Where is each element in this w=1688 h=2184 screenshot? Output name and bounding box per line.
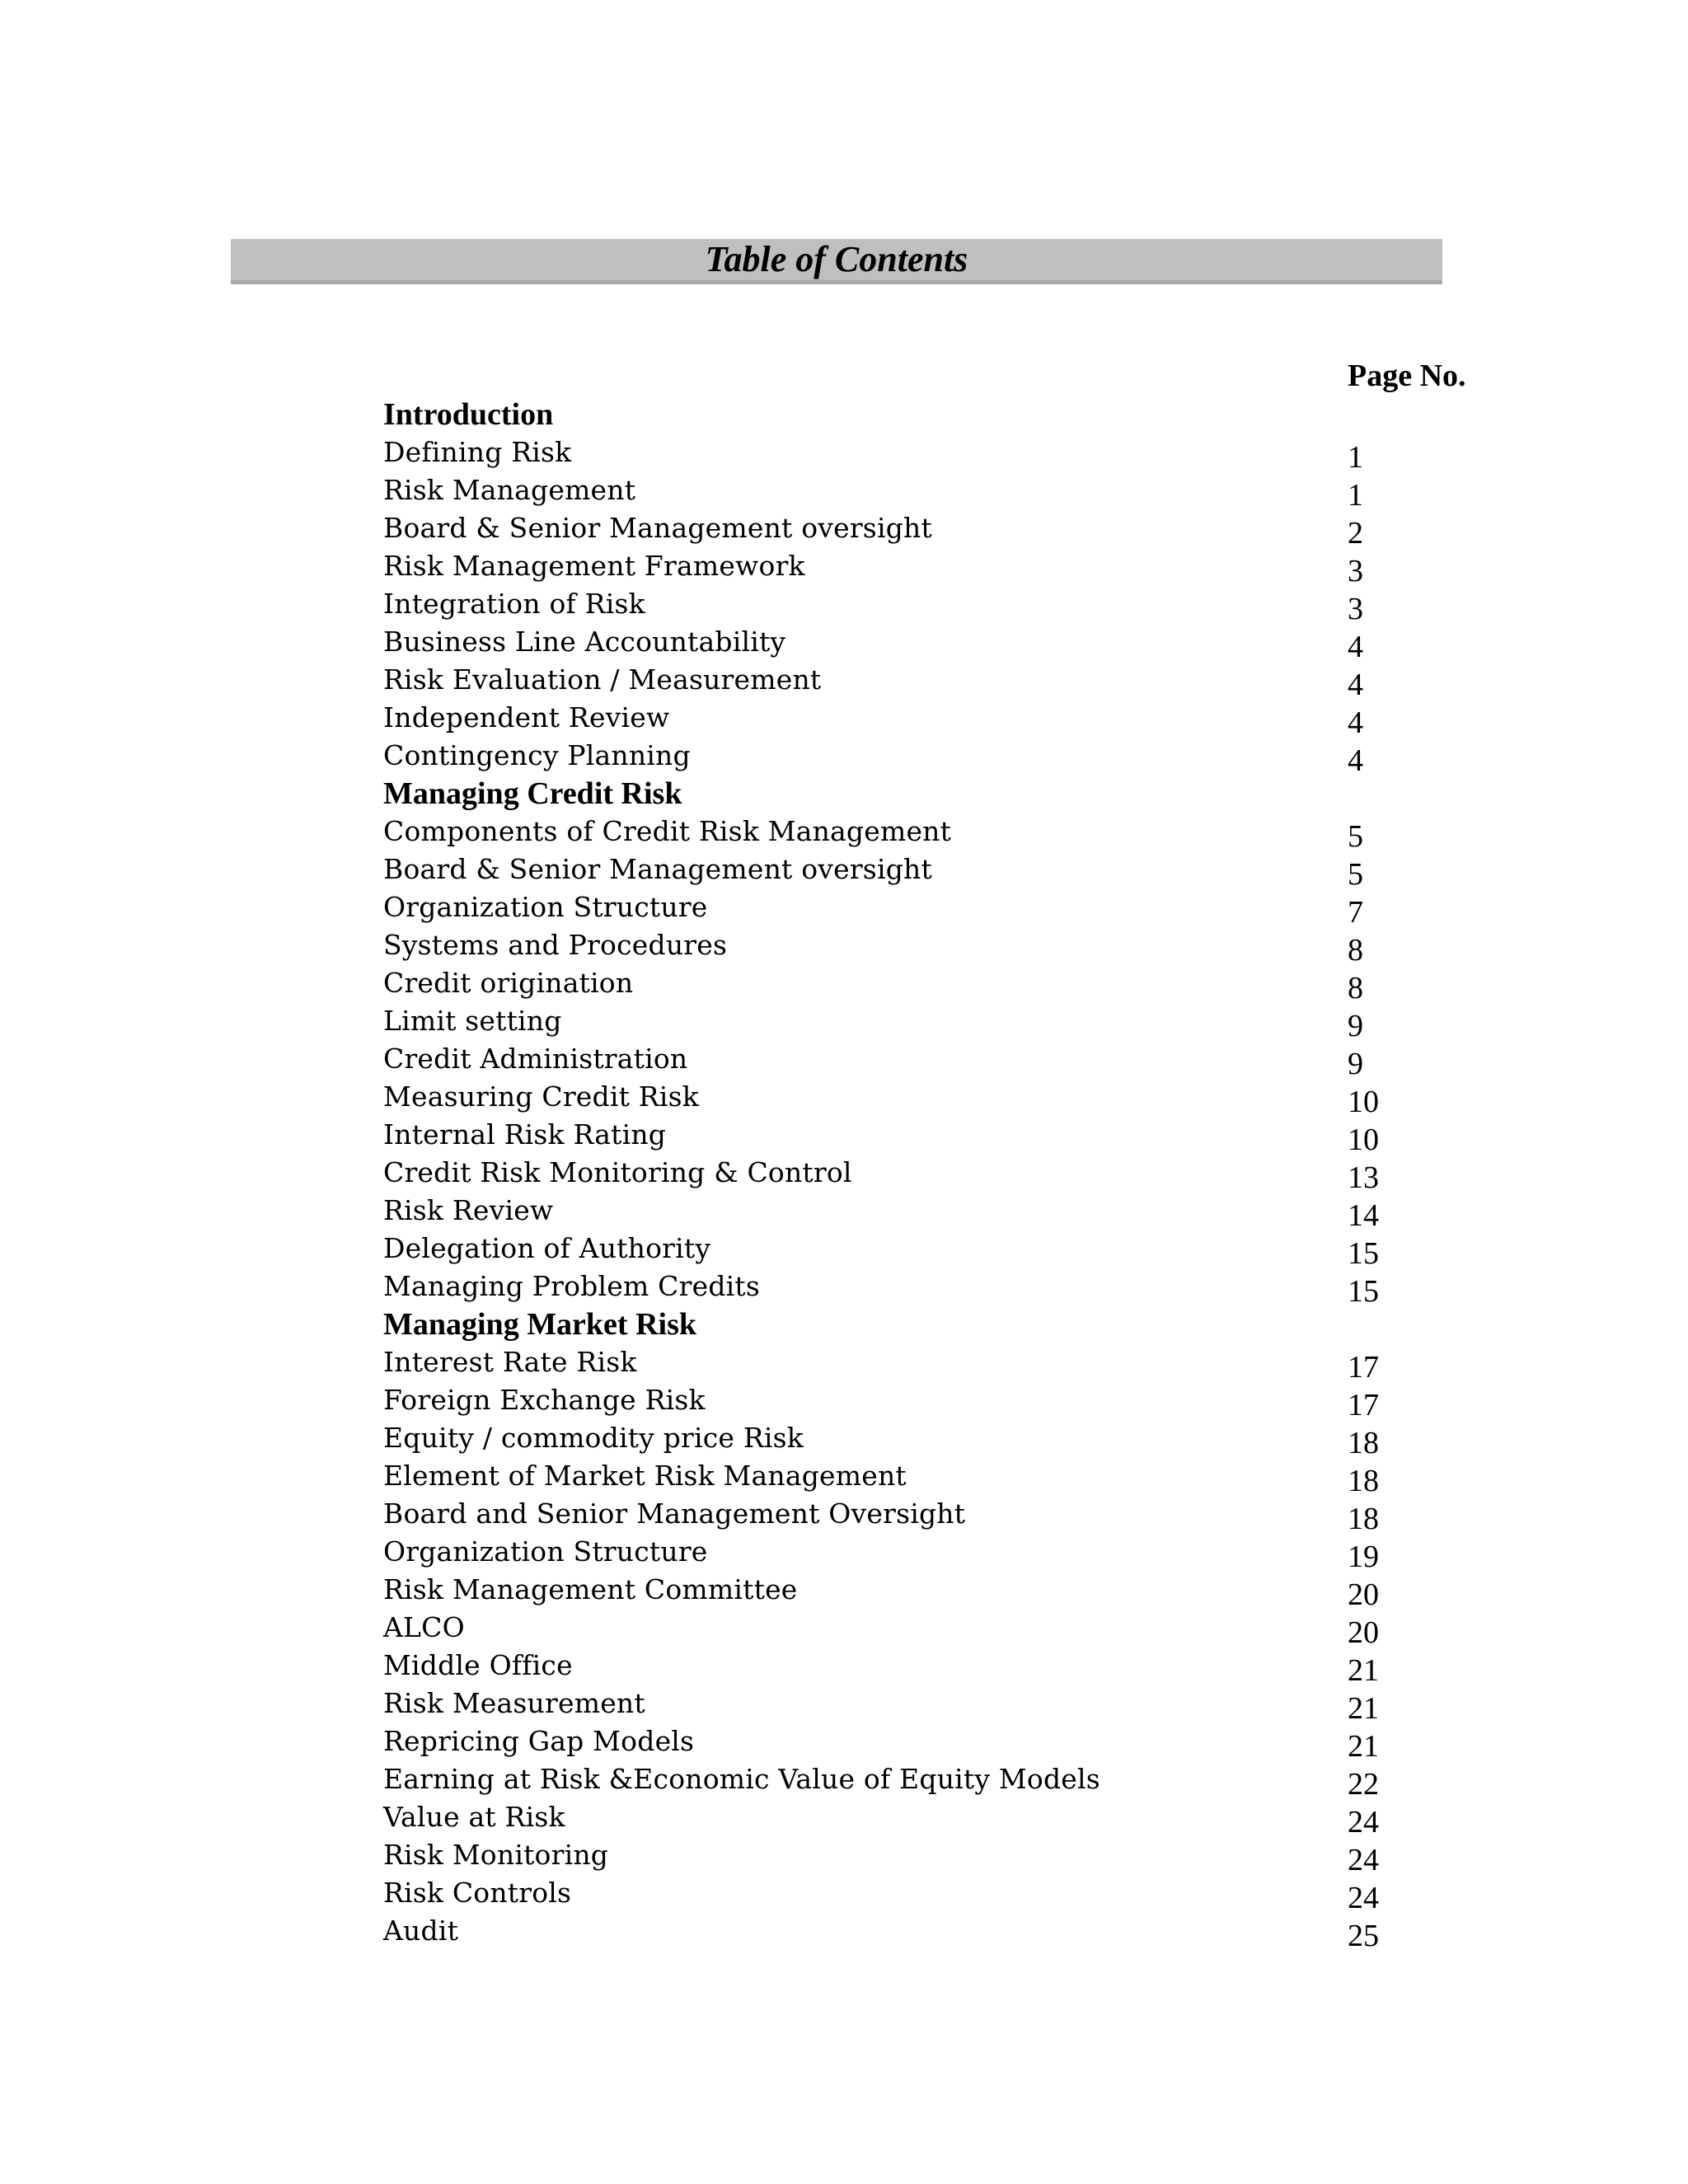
toc-entry — [383, 1230, 1471, 1271]
toc-entry — [383, 471, 1471, 513]
entry-title: Credit origination — [383, 967, 634, 999]
toc-entry — [383, 1457, 1471, 1498]
entry-page-number: 24 — [1348, 1843, 1379, 1877]
toc-entry — [383, 737, 1471, 778]
toc-entry — [383, 585, 1471, 626]
entry-title: Systems and Procedures — [383, 929, 728, 961]
entry-title: Delegation of Authority — [383, 1232, 711, 1264]
page-no-header: Page No. — [1348, 359, 1466, 393]
toc-entry — [383, 1798, 1471, 1840]
entry-title: Board & Senior Management oversight — [383, 853, 932, 885]
entry-title: Organization Structure — [383, 891, 708, 923]
entry-title: Risk Evaluation / Measurement — [383, 663, 822, 696]
entry-page-number: 9 — [1348, 1047, 1363, 1081]
entry-page-number: 15 — [1348, 1236, 1379, 1271]
entry-page-number: 14 — [1348, 1198, 1379, 1233]
entry-page-number: 3 — [1348, 592, 1363, 626]
entry-page-number: 4 — [1348, 668, 1363, 702]
entry-page-number: 4 — [1348, 743, 1363, 778]
entry-page-number: 8 — [1348, 971, 1363, 1005]
entry-page-number: 5 — [1348, 819, 1363, 854]
entry-title: Integration of Risk — [383, 588, 645, 620]
entry-title: Risk Management Framework — [383, 550, 805, 582]
entry-page-number: 19 — [1348, 1540, 1379, 1574]
toc-entry — [383, 964, 1471, 1005]
toc-entry — [383, 1722, 1471, 1764]
entry-title: Middle Office — [383, 1649, 573, 1681]
entry-title: Independent Review — [383, 701, 670, 733]
toc-entry — [383, 1836, 1471, 1877]
entry-page-number: 3 — [1348, 554, 1363, 588]
section-heading: Introduction — [383, 397, 554, 432]
entry-page-number: 4 — [1348, 705, 1363, 740]
entry-title: Contingency Planning — [383, 739, 691, 771]
toc-entry — [383, 509, 1471, 551]
entry-page-number: 24 — [1348, 1881, 1379, 1915]
toc-entry — [383, 1533, 1471, 1574]
entry-title: Components of Credit Risk Management — [383, 815, 952, 847]
toc-entry — [383, 1343, 1471, 1385]
entry-page-number: 21 — [1348, 1691, 1379, 1726]
entry-title: Risk Review — [383, 1194, 554, 1226]
entry-page-number: 25 — [1348, 1919, 1379, 1953]
entry-title: Credit Risk Monitoring & Control — [383, 1156, 852, 1188]
toc-entry — [383, 1912, 1471, 1953]
entry-page-number: 5 — [1348, 857, 1363, 892]
entry-title: Foreign Exchange Risk — [383, 1384, 706, 1416]
entry-title: Risk Management — [383, 474, 636, 506]
entry-title: Equity / commodity price Risk — [383, 1422, 804, 1454]
toc-entry — [383, 1040, 1471, 1081]
toc-entry — [383, 1685, 1471, 1726]
entry-page-number: 10 — [1348, 1085, 1379, 1119]
entry-page-number: 17 — [1348, 1388, 1379, 1422]
entry-page-number: 8 — [1348, 933, 1363, 968]
toc-entry — [383, 699, 1471, 740]
entry-title: Managing Problem Credits — [383, 1270, 761, 1302]
entry-title: Defining Risk — [383, 436, 572, 468]
toc-entry — [383, 1874, 1471, 1915]
entry-title: Risk Measurement — [383, 1687, 645, 1719]
entry-page-number: 18 — [1348, 1502, 1379, 1536]
entry-page-number: 4 — [1348, 630, 1363, 664]
entry-title: Audit — [383, 1915, 459, 1947]
entry-title: Value at Risk — [383, 1801, 565, 1833]
entry-page-number: 2 — [1348, 516, 1363, 551]
entry-page-number: 21 — [1348, 1729, 1379, 1764]
entry-page-number: 1 — [1348, 440, 1363, 475]
toc-entry — [383, 1381, 1471, 1422]
entry-page-number: 18 — [1348, 1464, 1379, 1498]
entry-title: Risk Monitoring — [383, 1839, 609, 1871]
entry-title: Interest Rate Risk — [383, 1346, 637, 1378]
toc-entry — [383, 851, 1471, 892]
entry-page-number: 24 — [1348, 1805, 1379, 1840]
entry-title: Business Line Accountability — [383, 626, 786, 658]
toc-entry — [383, 1116, 1471, 1157]
toc-entry — [383, 1495, 1471, 1536]
entry-title: Risk Controls — [383, 1877, 572, 1909]
entry-page-number: 10 — [1348, 1122, 1379, 1157]
toc-entry — [383, 1419, 1471, 1460]
entry-page-number: 21 — [1348, 1653, 1379, 1688]
entry-page-number: 13 — [1348, 1160, 1379, 1195]
entry-title: Element of Market Risk Management — [383, 1460, 907, 1492]
toc-entry — [383, 1154, 1471, 1195]
entry-title: Repricing Gap Models — [383, 1725, 695, 1757]
section-heading: Managing Market Risk — [383, 1307, 696, 1342]
toc-entry — [383, 623, 1471, 664]
toc-entry — [383, 888, 1471, 930]
toc-entry — [383, 661, 1471, 702]
toc-entry — [383, 547, 1471, 588]
toc-entry — [383, 434, 1471, 475]
entry-title: Board and Senior Management Oversight — [383, 1497, 966, 1530]
toc-entry — [383, 1760, 1471, 1802]
toc-entry — [383, 1192, 1471, 1233]
toc-entry — [383, 1268, 1471, 1309]
title-bar — [231, 239, 1442, 284]
toc-entry — [383, 1609, 1471, 1650]
entry-title: Risk Management Committee — [383, 1573, 798, 1605]
entry-title: ALCO — [383, 1611, 465, 1643]
entry-page-number: 20 — [1348, 1577, 1379, 1612]
entry-page-number: 9 — [1348, 1009, 1363, 1043]
entry-title: Limit setting — [383, 1005, 562, 1037]
entry-title: Measuring Credit Risk — [383, 1080, 699, 1113]
toc-entry — [383, 813, 1471, 854]
toc-entry — [383, 1647, 1471, 1688]
entry-title: Board & Senior Management oversight — [383, 512, 932, 544]
page-title: Table of Contents — [705, 239, 968, 279]
section-heading: Managing Credit Risk — [383, 776, 682, 811]
toc-entry — [383, 1002, 1471, 1043]
entry-page-number: 7 — [1348, 895, 1363, 930]
entry-page-number: 20 — [1348, 1615, 1379, 1650]
toc-entry — [383, 926, 1471, 968]
entry-page-number: 22 — [1348, 1767, 1379, 1802]
entry-page-number: 17 — [1348, 1350, 1379, 1385]
toc-entry — [383, 1078, 1471, 1119]
entry-title: Internal Risk Rating — [383, 1118, 667, 1151]
table-of-contents — [383, 396, 1471, 1953]
entry-page-number: 1 — [1348, 478, 1363, 513]
toc-entry — [383, 1571, 1471, 1612]
entry-title: Organization Structure — [383, 1535, 708, 1568]
entry-title: Credit Administration — [383, 1043, 688, 1075]
entry-page-number: 18 — [1348, 1426, 1379, 1460]
entry-page-number: 15 — [1348, 1274, 1379, 1309]
entry-title: Earning at Risk &Economic Value of Equity Models — [383, 1763, 1100, 1795]
